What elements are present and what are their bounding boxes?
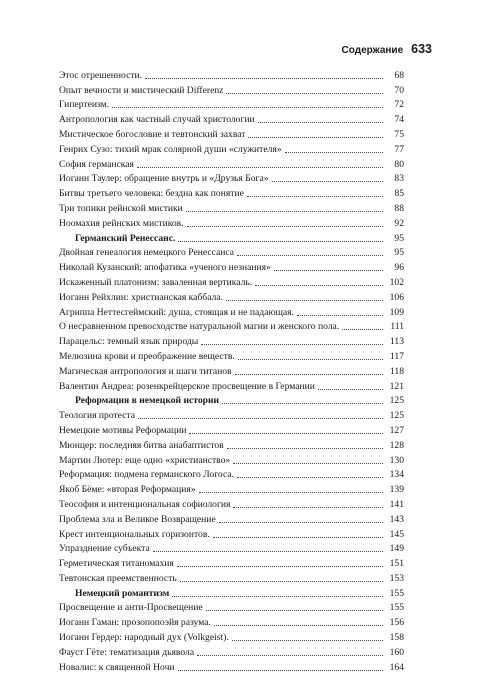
toc-entry-title: Валентин Андреа: розенкрейцерское просвещение в Германии — [59, 380, 315, 392]
toc-entry — [59, 362, 404, 377]
toc-entry-title: Мистическое богословие и тевтонский захват — [59, 128, 246, 140]
toc-entry — [59, 436, 404, 451]
toc-entry — [59, 466, 404, 481]
dot-leader — [285, 151, 383, 153]
toc-entry-title: Реформация в немецкой истории — [75, 395, 220, 407]
toc-entry-title: Фауст Гёте: тематизация дьявола — [59, 646, 195, 658]
toc-entry-title: Агриппа Неттесгеймский: душа, стоящая и не падающая. — [59, 306, 294, 318]
toc-entry-title: Двойная генеалогия немецкого Ренессанса — [59, 247, 235, 259]
toc-entry — [59, 110, 404, 125]
toc-entry-page: 72 — [394, 99, 404, 111]
toc-entry-page: 111 — [390, 321, 404, 333]
dot-leader — [233, 506, 383, 508]
dot-leader — [206, 609, 383, 611]
dot-leader — [227, 447, 383, 449]
toc-entry — [59, 125, 404, 140]
dot-leader — [201, 343, 383, 345]
toc-entry-page: 145 — [389, 528, 404, 540]
toc-entry-title: Реформация: подмена германского Логоса. — [59, 469, 234, 481]
toc-entry-page: 113 — [389, 336, 404, 348]
toc-entry — [59, 480, 404, 495]
dot-leader — [112, 106, 383, 108]
toc-entry — [59, 347, 404, 362]
toc-entry-title: Якоб Бёме: «вторая Реформация» — [59, 484, 196, 496]
toc-entry-title: Упразднение субъекта — [59, 543, 150, 555]
toc-entry-title: Битвы третьего человека: бездна как понятие — [59, 188, 244, 200]
toc-entry-title: Иоганн Рейхлин: христианская каббала. — [59, 291, 223, 303]
dot-leader — [172, 595, 383, 597]
toc-entry — [59, 288, 404, 303]
dot-leader — [297, 314, 383, 316]
toc-entry — [59, 451, 404, 466]
toc-entry — [59, 244, 404, 259]
toc-entry-page: 156 — [389, 617, 404, 629]
toc-entry-title: Герметическая титаномахия — [59, 558, 174, 570]
dot-leader — [213, 536, 383, 538]
dot-leader — [255, 284, 383, 286]
toc-entry-page: 109 — [389, 306, 404, 318]
toc-entry-page: 125 — [389, 395, 404, 407]
toc-entry-title: Парацельс: темный язык природы — [59, 336, 199, 348]
toc-entry-title: Антропология как частный случай христологии — [59, 114, 255, 126]
toc-entry-page: 151 — [389, 558, 404, 570]
toc-entry — [59, 184, 404, 199]
toc-entry-title: Опыт вечности и мистический Differenz — [59, 84, 224, 96]
toc-entry-title: Тевтонская преемственность — [59, 572, 177, 584]
dot-leader — [233, 462, 383, 464]
toc-entry-page: 155 — [389, 602, 404, 614]
toc-entry-title: Теософия и интенциональная софиология — [59, 498, 231, 510]
toc-entry-page: 155 — [389, 587, 404, 599]
dot-leader — [138, 417, 383, 419]
toc-entry — [59, 421, 404, 436]
dot-leader — [145, 77, 383, 79]
dot-leader — [178, 669, 383, 671]
toc-entry-title: Генрих Сузо: тихий мрак солярной души «служителя» — [59, 143, 282, 155]
toc-section-heading — [59, 229, 404, 244]
toc-entry — [59, 258, 404, 273]
toc-entry-page: 143 — [389, 513, 404, 525]
toc-entry-title: Германский Ренессанс. — [75, 232, 176, 244]
toc-entry — [59, 613, 404, 628]
toc-entry-page: 130 — [389, 454, 404, 466]
toc-entry-title: Иоганн Гаман: прозопопоэйя разума. — [59, 617, 211, 629]
dot-leader — [342, 328, 383, 330]
toc-entry-page: 96 — [394, 262, 404, 274]
toc-entry-title: Мелюзина крови и преображение веществ. — [59, 350, 235, 362]
toc-entry — [59, 569, 404, 584]
dot-leader — [318, 388, 383, 390]
toc-entry-title: О несравненном превосходстве натуральной магии и женского пола. — [59, 321, 340, 333]
toc-entry-title: Иоганн Гердер: народный дух (Volkgeist). — [59, 632, 229, 644]
toc-entry — [59, 599, 404, 614]
running-header-title: Содержание — [341, 45, 404, 56]
toc-entry — [59, 510, 404, 525]
toc-entry — [59, 495, 404, 510]
toc-entry-page: 102 — [389, 276, 404, 288]
toc-entry-page: 85 — [394, 188, 404, 200]
toc-entry-page: 158 — [389, 632, 404, 644]
toc-entry-page: 74 — [394, 114, 404, 126]
toc-section-heading — [59, 392, 404, 407]
toc-entry — [59, 540, 404, 555]
toc-entry-page: 106 — [389, 291, 404, 303]
toc-entry-title: Просвещение и анти-Просвещение — [59, 602, 203, 614]
toc-entry — [59, 658, 404, 673]
toc-entry-page: 121 — [389, 380, 404, 392]
dot-leader — [199, 491, 383, 493]
toc-entry — [59, 643, 404, 658]
toc-entry-page: 153 — [389, 572, 404, 584]
toc-entry — [59, 96, 404, 111]
dot-leader — [186, 210, 383, 212]
dot-leader — [232, 639, 383, 641]
toc-entry-title: Гипертеизм. — [59, 99, 110, 111]
toc-entry-title: Немецкий романтизм — [75, 587, 170, 599]
toc-entry — [59, 170, 404, 185]
toc-entry — [59, 273, 404, 288]
toc-entry-title: Магическая антропология и шаги титанов — [59, 365, 232, 377]
dot-leader — [180, 580, 383, 582]
toc-entry-title: Ноомахия рейнских мистиков. — [59, 217, 184, 229]
toc-entry-page: 134 — [389, 469, 404, 481]
toc-entry-title: София германская — [59, 158, 134, 170]
toc-entry-title: Новалис: к священной Ночи — [59, 661, 175, 673]
toc-entry — [59, 332, 404, 347]
dot-leader — [219, 521, 383, 523]
toc-entry-page: 75 — [394, 128, 404, 140]
toc-entry — [59, 155, 404, 170]
dot-leader — [222, 402, 383, 404]
toc-entry — [59, 377, 404, 392]
toc-entry — [59, 406, 404, 421]
toc-entry-page: 88 — [394, 202, 404, 214]
dot-leader — [189, 432, 383, 434]
dot-leader — [237, 254, 383, 256]
dot-leader — [226, 299, 383, 301]
dot-leader — [237, 476, 383, 478]
toc-entry-title: Теология протеста — [59, 410, 136, 422]
toc-entry-title: Немецкие мотивы Реформации — [59, 424, 187, 436]
dot-leader — [247, 195, 383, 197]
toc-entry-page: 149 — [389, 543, 404, 555]
toc-entry-title: Мартин Лютер: еще одно «христианство» — [59, 454, 231, 466]
toc-entry-page: 125 — [389, 410, 404, 422]
dot-leader — [235, 373, 383, 375]
dot-leader — [274, 269, 383, 271]
toc-entry-title: Этос отрешенности. — [59, 69, 143, 81]
dot-leader — [187, 225, 383, 227]
toc-entry-page: 141 — [389, 498, 404, 510]
toc-entry-page: 95 — [394, 247, 404, 259]
toc-entry — [59, 303, 404, 318]
toc-entry-title: Крест интенциональных горизонтов. — [59, 528, 210, 540]
toc-entry — [59, 66, 404, 81]
toc-entry-title: Искаженный платонизм: заваленная вертикаль. — [59, 276, 253, 288]
dot-leader — [178, 240, 383, 242]
dot-leader — [248, 136, 383, 138]
toc-entry-page: 117 — [389, 350, 404, 362]
dot-leader — [226, 92, 383, 94]
dot-leader — [153, 550, 383, 552]
toc-entry-page: 70 — [394, 84, 404, 96]
toc-entry-page: 95 — [394, 232, 404, 244]
toc-entry-page: 160 — [389, 646, 404, 658]
dot-leader — [177, 565, 383, 567]
dot-leader — [238, 358, 383, 360]
toc-section-heading — [59, 584, 404, 599]
toc-entry — [59, 214, 404, 229]
toc-entry — [59, 140, 404, 155]
toc-entry — [59, 525, 404, 540]
toc-entry — [59, 318, 404, 333]
toc-entry-page: 139 — [389, 484, 404, 496]
toc-entry-title: Иоганн Таулер: обращение внутрь и «Друзья Бога» — [59, 173, 269, 185]
dot-leader — [214, 624, 383, 626]
toc-entry-title: Проблема зла и Великое Возвращение — [59, 513, 216, 525]
toc-entry-page: 68 — [394, 69, 404, 81]
toc-entry-page: 83 — [394, 173, 404, 185]
running-header — [342, 42, 432, 56]
dot-leader — [272, 180, 383, 182]
toc-entry-page: 118 — [389, 365, 404, 377]
toc-entry-page: 164 — [389, 661, 404, 673]
dot-leader — [258, 121, 383, 123]
toc-entry — [59, 81, 404, 96]
page-number: 633 — [411, 42, 432, 56]
toc-entry-page: 80 — [394, 158, 404, 170]
toc-entry — [59, 628, 404, 643]
dot-leader — [137, 166, 383, 168]
toc-entry-page: 128 — [389, 439, 404, 451]
toc-entry — [59, 554, 404, 569]
toc-entry — [59, 199, 404, 214]
toc-entry-page: 92 — [394, 217, 404, 229]
toc-entry-title: Три топики рейнской мистики — [59, 202, 183, 214]
toc-entry-title: Мюнцер: последняя битва анабаптистов — [59, 439, 224, 451]
toc-entry-title: Николай Кузанский: апофатика «ученого незнания» — [59, 262, 271, 274]
dot-leader — [197, 654, 383, 656]
toc-entry-page: 77 — [394, 143, 404, 155]
table-of-contents — [59, 66, 404, 673]
toc-entry-page: 127 — [389, 424, 404, 436]
